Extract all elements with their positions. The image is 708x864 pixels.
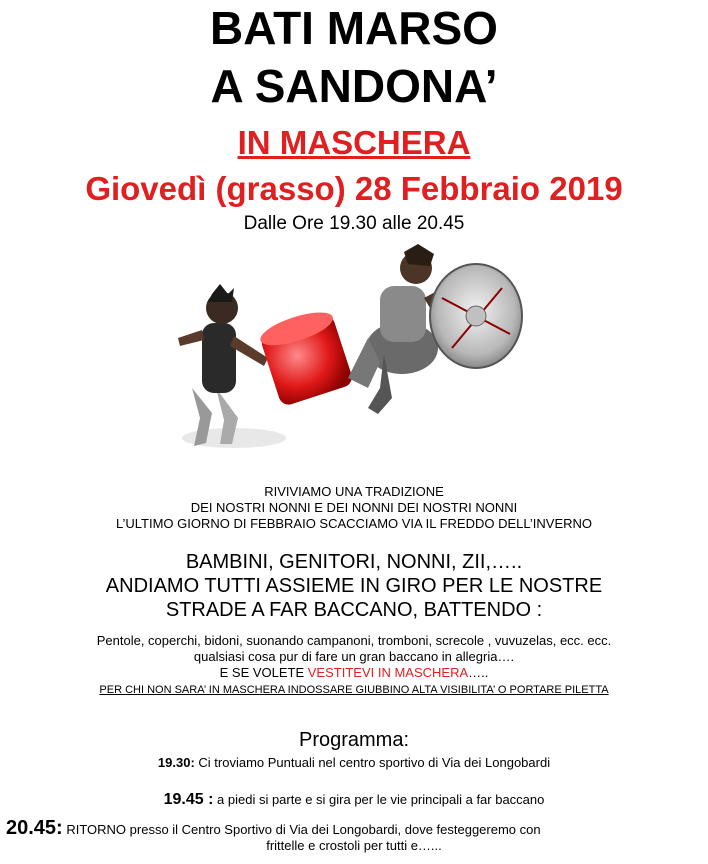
program-time: 20.45: [6,817,63,839]
visibility-note: PER CHI NON SARA’ IN MASCHERA INDOSSARE GIUBBINO ALTA VISIBILITA’ O PORTARE PILETTA [99,684,609,696]
program-item-2045 [6,819,541,839]
event-hours: Dalle Ore 19.30 alle 20.45 [243,213,465,234]
program-text: Ci troviamo Puntuali nel centro sportivo di Via dei Longobardi [194,755,551,770]
program-last-line: frittelle e crostoli per tutti e…... [266,838,442,853]
program-item-1930 [0,754,708,772]
details-line-3 [0,665,708,681]
costume-highlight: VESTITEVI IN MASCHERA [307,665,469,680]
call-line-2: ANDIAMO TUTTI ASSIEME IN GIRO PER LE NOSTRE [105,575,603,597]
title-line-1: BATI MARSO [210,2,498,54]
details-line-2: qualsiasi cosa pur di fare un gran baccano in allegria…. [193,649,515,664]
program-item-1945 [0,790,708,810]
intro-line-2: DEI NOSTRI NONNI E DEI NONNI DEI NOSTRI NONNI [190,500,518,515]
call-line-1: BAMBINI, GENITORI, NONNI, ZII,….. [185,551,523,573]
program-heading: Programma: [298,729,410,751]
details-line-1: Pentole, coperchi, bidoni, suonando campanoni, tromboni, screcole , vuvuzelas, ecc. ecc. [96,633,612,648]
subtitle-in-maschera: IN MASCHERA [237,124,471,161]
intro-line-3: L’ULTIMO GIORNO DI FEBBRAIO SCACCIAMO VIA IL FREDDO DELL’INVERNO [115,516,593,531]
program-text: a piedi si parte e si gira per le vie principali a far baccano [213,792,545,807]
program-time: 19.45 : [163,791,214,808]
drummers-photo [172,238,536,458]
event-date: Giovedì (grasso) 28 Febbraio 2019 [85,170,623,207]
title-line-2: A SANDONA’ [210,60,498,112]
program-text: RITORNO presso il Centro Sportivo di Via dei Longobardi, dove festeggeremo con [62,822,541,837]
costume-suffix: ….. [468,665,489,680]
program-time: 19.30: [157,755,195,770]
intro-line-1: RIVIVIAMO UNA TRADIZIONE [264,484,444,499]
costume-prefix: E SE VOLETE [219,665,308,680]
call-line-3: STRADE A FAR BACCANO, BATTENDO : [165,599,543,621]
